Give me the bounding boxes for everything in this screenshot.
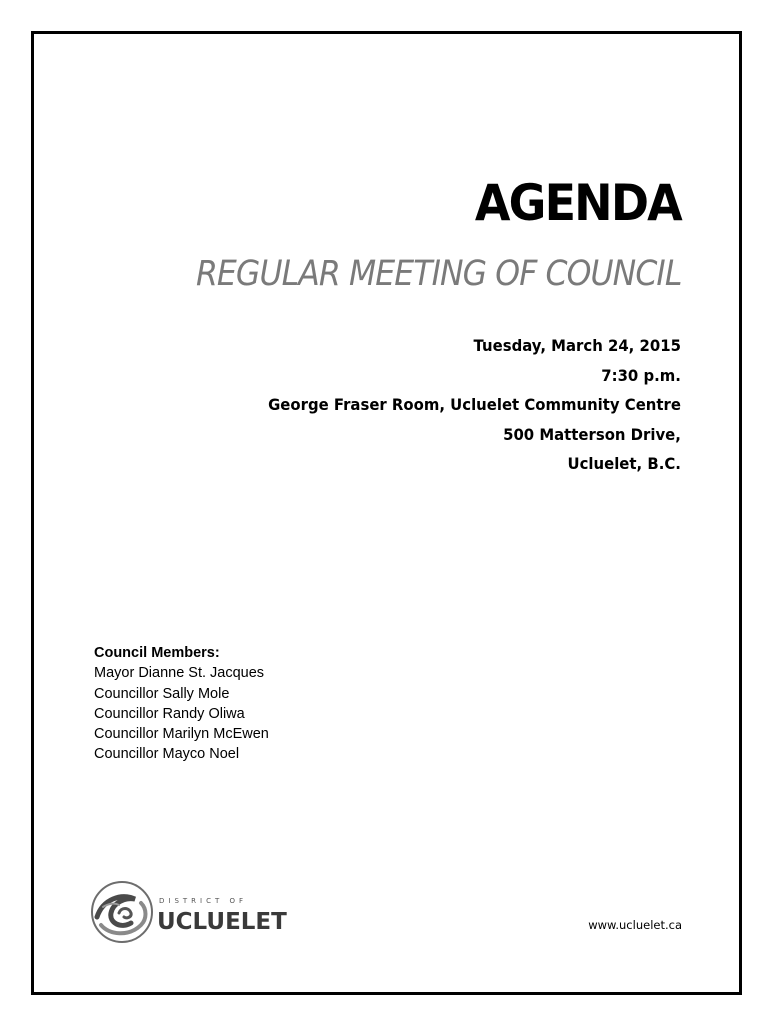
meeting-time: 7:30 p.m. (601, 365, 681, 385)
council-member: Councillor Sally Mole (94, 685, 230, 702)
meeting-address: 500 Matterson Drive, (503, 424, 681, 444)
logo-district-of: DISTRICT OF (159, 897, 248, 905)
page-border (31, 31, 742, 995)
council-members-heading: Council Members: (94, 645, 220, 661)
agenda-title: AGENDA (474, 174, 681, 232)
meeting-subtitle: REGULAR MEETING OF COUNCIL (195, 254, 681, 294)
website-url: www.ucluelet.ca (588, 918, 682, 932)
council-member: Councillor Marilyn McEwen (94, 726, 269, 743)
council-member: Mayor Dianne St. Jacques (94, 665, 265, 682)
wave-swirl-icon (89, 879, 155, 945)
council-member: Councillor Randy Oliwa (94, 705, 245, 722)
meeting-date: Tuesday, March 24, 2015 (473, 336, 681, 355)
district-logo (89, 879, 289, 949)
council-member: Councillor Mayco Noel (94, 746, 240, 763)
logo-ucluelet: UCLUELET (157, 909, 287, 935)
meeting-location: George Fraser Room, Ucluelet Community Centre (268, 395, 681, 414)
meeting-details (268, 331, 681, 479)
council-members (94, 643, 269, 765)
meeting-city: Ucluelet, B.C. (567, 454, 681, 473)
